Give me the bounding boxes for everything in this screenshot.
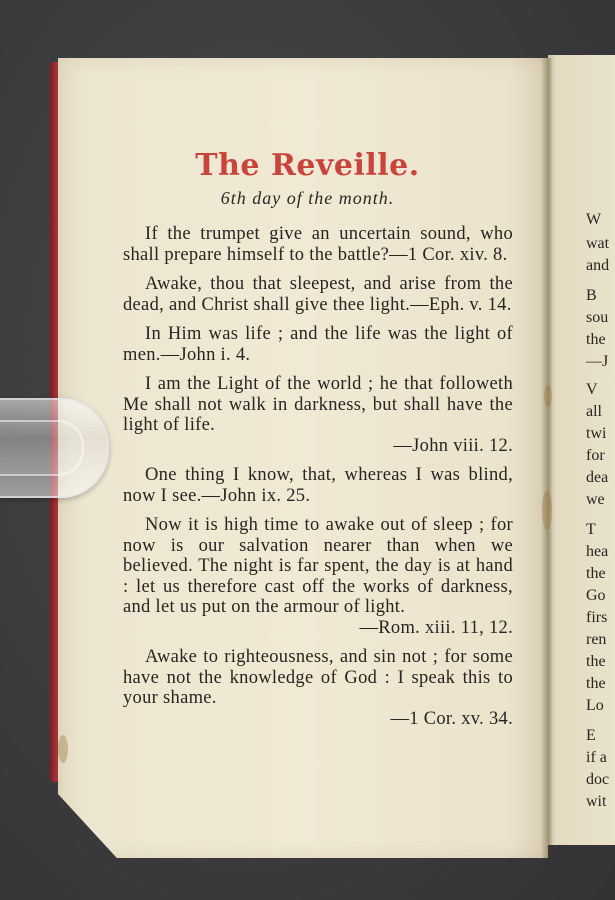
facing-text-fragment: the — [586, 565, 606, 582]
facing-text-fragment: V — [586, 381, 598, 398]
verse — [123, 647, 513, 729]
page-title: The Reveille. — [195, 148, 420, 183]
facing-text-fragment: sou — [586, 309, 609, 326]
verse — [123, 515, 513, 638]
facing-text-fragment: W — [586, 211, 602, 228]
verse — [123, 324, 513, 365]
facing-text-fragment: Go — [586, 587, 606, 604]
facing-text-fragment: hea — [586, 543, 609, 560]
foxing-stain — [544, 385, 552, 407]
verse-text: In Him was life ; and the life was the light of men.—John i. 4. — [123, 324, 513, 365]
facing-text-fragment: E — [586, 727, 596, 744]
facing-text-fragment: for — [586, 447, 605, 464]
facing-text-fragment: dea — [586, 469, 609, 486]
verse-reference: —John viii. 12. — [393, 435, 513, 456]
verse — [123, 224, 513, 265]
verse — [123, 465, 513, 506]
facing-text-fragment: B — [586, 287, 597, 304]
facing-text-fragment: wat — [586, 235, 610, 252]
verse-list — [123, 224, 513, 738]
facing-text-fragment: Lo — [586, 697, 604, 714]
facing-text-fragment: —J — [586, 353, 609, 370]
verse-text: If the trumpet give an uncertain sound, who shall prepare himself to the battle?—1 Cor. xiv. 8. — [123, 224, 513, 265]
facing-text-fragment: the — [586, 331, 606, 348]
verse-reference: —Rom. xiii. 11, 12. — [359, 617, 513, 638]
verse — [123, 274, 513, 315]
facing-text-fragment: we — [586, 491, 605, 508]
facing-text-fragment: doc — [586, 771, 610, 788]
verse-text: I am the Light of the world ; he that followeth Me shall not walk in darkness, but shall have the light of life. — [123, 374, 513, 435]
verse — [123, 374, 513, 456]
verse-text: Awake to righteousness, and sin not ; for some have not the knowledge of God : I speak this to your shame. — [123, 647, 513, 708]
facing-text-fragment: T — [586, 521, 596, 538]
verse-reference: —1 Cor. xv. 34. — [390, 708, 513, 729]
page-subtitle: 6th day of the month. — [220, 188, 395, 208]
foxing-stain — [58, 735, 68, 763]
facing-text-fragment: if a — [586, 749, 607, 766]
facing-text-fragment: wit — [586, 793, 607, 810]
facing-text-fragment: the — [586, 653, 606, 670]
foxing-stain — [542, 490, 552, 530]
facing-text-fragment: and — [586, 257, 610, 274]
facing-text-fragment: ren — [586, 631, 607, 648]
facing-text-fragment: twi — [586, 425, 607, 442]
plastic-page-clip-inner — [0, 420, 84, 476]
facing-text-fragment: firs — [586, 609, 608, 626]
verse-text: Now it is high time to awake out of sleep ; for now is our salvation nearer than when we believed. The night is far spent, the day is at hand : let us therefore cast off the works of darkness, and let us put on the armour of light. — [123, 515, 513, 617]
facing-text-fragment: all — [586, 403, 602, 420]
verse-text: Awake, thou that sleepest, and arise from the dead, and Christ shall give thee light.—Eph. v. 14. — [123, 274, 513, 315]
facing-text-fragment: the — [586, 675, 606, 692]
verse-text: One thing I know, that, whereas I was blind, now I see.—John ix. 25. — [123, 465, 513, 506]
